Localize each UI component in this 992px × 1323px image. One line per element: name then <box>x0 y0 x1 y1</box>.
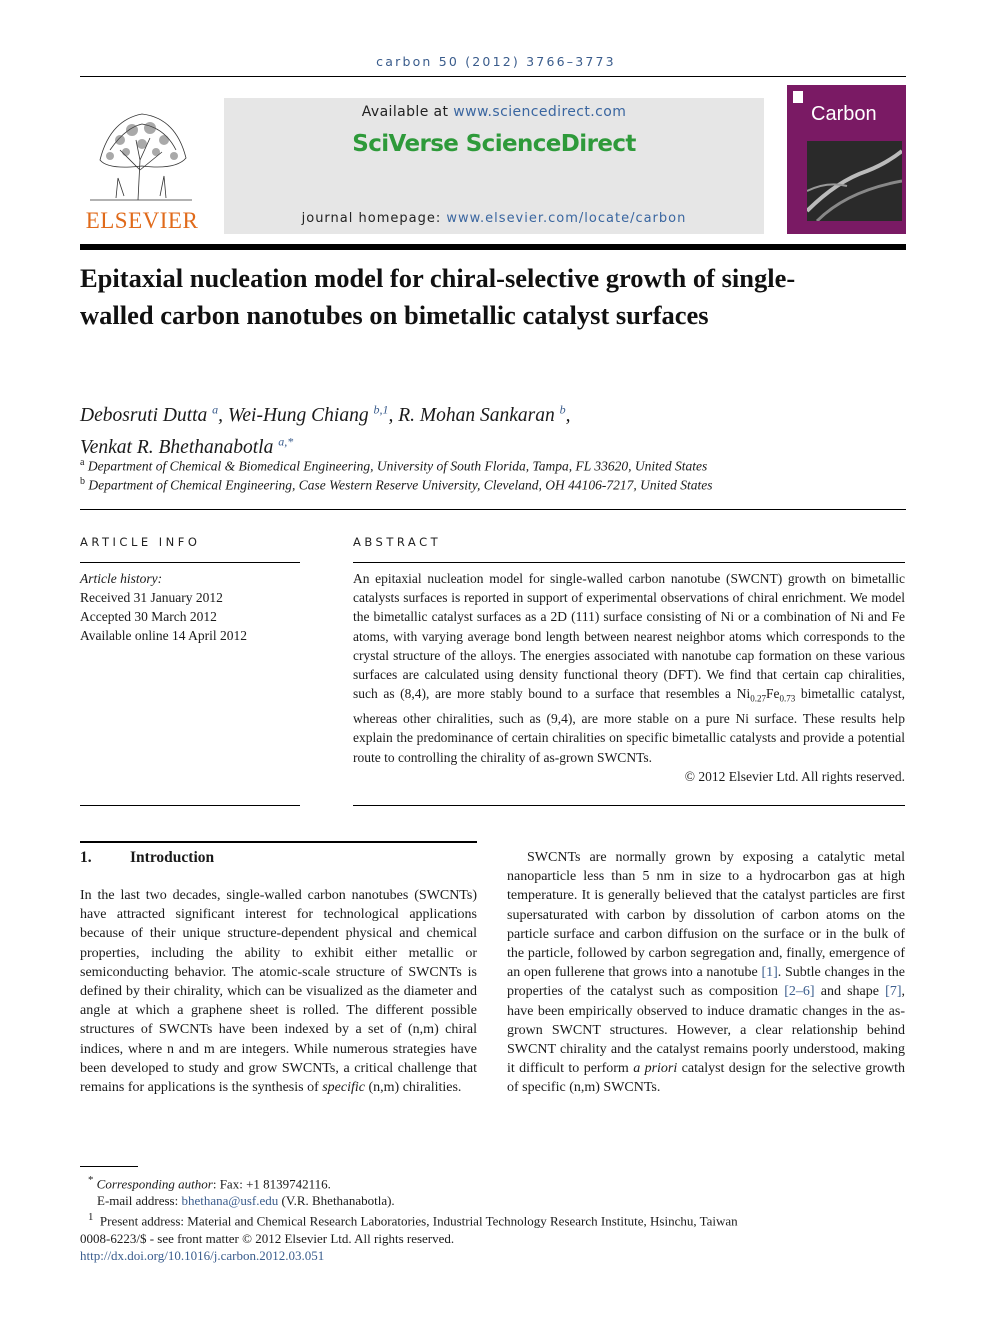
journal-homepage-link[interactable]: www.elsevier.com/locate/carbon <box>446 211 687 226</box>
intro-text: (n,m) chiralities. <box>365 1080 462 1096</box>
cover-title: Carbon <box>811 103 877 125</box>
affiliation-rule <box>80 509 906 510</box>
abstract-text <box>353 569 905 786</box>
elsevier-wordmark: ELSEVIER <box>85 208 199 233</box>
abstract-copyright: © 2012 Elsevier Ltd. All rights reserved. <box>684 768 905 784</box>
author-name: Wei-Hung Chiang <box>227 404 369 426</box>
article-title: Epitaxial nucleation model for chiral-selective growth of single-walled carbon nanotubes on bimetallic catalyst surfaces <box>80 263 796 330</box>
section-title: Introduction <box>130 849 215 866</box>
corr-label: Corresponding author <box>96 1176 213 1192</box>
homepage-prefix: journal homepage: <box>301 211 447 226</box>
author[interactable] <box>80 402 228 426</box>
corr-text: : Fax: +1 8139742116. <box>212 1176 331 1192</box>
history-label: Article history: <box>80 571 163 586</box>
corresponding-author-note <box>80 1172 910 1192</box>
received-date: Received 31 January 2012 <box>80 590 223 605</box>
sciverse-logo[interactable]: SciVerse ScienceDirect <box>352 131 636 157</box>
sciencedirect-link[interactable]: www.sciencedirect.com <box>453 104 627 120</box>
abstract-body-1: An epitaxial nucleation model for single-walled carbon nanotube (SWCNT) growth on bimetallic catalysts surfaces is reported in support of experimental observations of chiral enrichment. We model the bimetallic catalyst surfaces as a 2D (111) surface consisting of Ni or a combination of Ni and Fe atoms, with varying average bond length between nearest neighbor atoms which corresponds to the crystal structure of the alloys. The energies associated with nanotube cap formation on these various surfaces are calculated using density functional theory (DFT). We find that certain cap chiralities, such as (8,4), are more stably bound to a surface that resembles a Ni <box>353 571 905 702</box>
article-info-heading: ARTICLE INFO <box>80 535 201 549</box>
online-date: Available online 14 April 2012 <box>80 628 247 643</box>
author[interactable] <box>227 402 399 426</box>
cover-badge <box>793 91 803 103</box>
doi-link[interactable]: http://dx.doi.org/10.1016/j.carbon.2012.03.051 <box>80 1247 325 1263</box>
author[interactable] <box>80 434 294 458</box>
ni-subscript: 0.27 <box>750 693 766 704</box>
abstract-bottom-rule <box>353 805 905 806</box>
footnote-mark: 1 <box>88 1211 94 1224</box>
author-marks[interactable]: a <box>212 402 219 416</box>
journal-homepage <box>224 211 764 226</box>
footnote-rule <box>80 1166 138 1167</box>
fe-subscript: 0.73 <box>779 693 796 704</box>
citation-link[interactable]: [7] <box>885 984 902 1000</box>
header-rule-thick <box>80 244 906 250</box>
author-name: Venkat R. Bhethanabotla <box>80 437 274 458</box>
fe-symbol: Fe <box>765 686 780 702</box>
abstract-body-2: bimetallic catalyst, whereas other chiralities, such as (9,4), are more stable on a pure Ni surface. These results help explain the predominance of certain chiralities on specific bimetallic catalysts and provide a potential route to controlling the chirality of as-grown SWCNTs. <box>353 686 905 765</box>
top-rule <box>80 76 906 77</box>
intro-text: , have been empirically observed to induce dramatic changes in the as-grown SWCNT structures. However, a clear relationship behind SWCNT chirality and the catalyst remains poorly understood, making it difficult to perform <box>507 984 905 1077</box>
email-label: E-mail address: <box>97 1193 182 1209</box>
author-separator: , <box>565 404 571 426</box>
affiliation <box>80 476 713 494</box>
intro-right-column <box>507 848 905 1098</box>
intro-text: . Subtle changes in the properties of the catalyst such as composition <box>507 965 905 1000</box>
affiliation-label: a <box>80 457 85 468</box>
author-separator: , <box>218 404 228 426</box>
affiliation <box>80 457 707 475</box>
author-list <box>80 396 900 461</box>
present-address-note <box>80 1209 910 1229</box>
email-owner: (V.R. Bhethanabotla). <box>278 1193 395 1209</box>
affiliation-text: Department of Chemical & Biomedical Engineering, University of South Florida, Tampa, FL 33620, United States <box>87 458 708 474</box>
journal-cover[interactable] <box>787 85 906 234</box>
emphasis: a priori <box>633 1061 678 1077</box>
affiliation-text: Department of Chemical Engineering, Case Western Reserve University, Cleveland, OH 44106-7217, United States <box>88 477 713 493</box>
intro-text: In the last two decades, single-walled carbon nanotubes (SWCNTs) have attracted significant interest for technological applications because of their unique structure-dependent physical and chemical properties, including the ability to exhibit either metallic or semiconducting behavior. The atomic-scale structure of SWCNTs is defined by their chirality, which can be visualized as the diameter and angle at which a graphene sheet is rolled. The different possible structures of SWCNTs have been indexed by a set of (n,m) chiral indices, where n and m are integers. While numerous strategies have been developed to study and grow SWCNTs, a critical challenge that remains for applications is the synthesis of <box>80 888 477 1096</box>
present-address: Present address: Material and Chemical Research Laboratories, Industrial Technology Research Institute, Hsinchu, Taiwan <box>99 1213 738 1229</box>
email-link[interactable]: bhethana@usf.edu <box>181 1193 279 1209</box>
intro-left-column <box>80 886 477 1097</box>
section-heading <box>80 849 214 867</box>
article-info-bottom-rule <box>80 805 300 806</box>
available-prefix: Available at <box>361 104 454 120</box>
author[interactable] <box>398 402 571 426</box>
section-number: 1. <box>80 849 92 866</box>
affiliation-label: b <box>80 476 85 487</box>
abstract-heading: ABSTRACT <box>353 535 442 549</box>
intro-text: and shape <box>814 984 886 1000</box>
author-name: Debosruti Dutta <box>80 404 208 426</box>
author-name: R. Mohan Sankaran <box>398 404 555 426</box>
emphasis: specific <box>322 1080 365 1096</box>
email-note <box>80 1192 910 1209</box>
running-head: carbon 50 (2012) 3766–3773 <box>376 54 616 69</box>
cover-image <box>807 141 902 221</box>
accepted-date: Accepted 30 March 2012 <box>80 609 217 624</box>
issn-line: 0008-6223/$ - see front matter © 2012 Elsevier Ltd. All rights reserved. <box>80 1230 455 1246</box>
elsevier-logo[interactable] <box>80 100 204 236</box>
article-info-rule <box>80 562 300 563</box>
footnotes <box>80 1172 910 1264</box>
available-at <box>224 104 764 120</box>
footnote-mark: * <box>88 1174 94 1186</box>
intro-text: catalyst design for the selective growth of specific (n,m) SWCNTs. <box>507 1061 905 1096</box>
citation-link[interactable]: [1] <box>761 965 778 981</box>
article-history <box>80 569 300 645</box>
author-separator: , <box>388 404 399 426</box>
intro-rule <box>80 841 477 843</box>
author-marks[interactable]: b,1 <box>373 402 389 416</box>
citation-link[interactable]: [2–6] <box>784 984 815 1000</box>
author-marks[interactable]: a,* <box>278 434 294 449</box>
author-marks[interactable]: b <box>559 402 566 416</box>
abstract-rule <box>353 562 905 563</box>
intro-text: SWCNTs are normally grown by exposing a catalytic metal nanoparticle less than 5 nm in size to a hydrocarbon gas at high temperature. It is generally believed that the catalyst particles are first supersaturated with carbon by dissolution of carbon atoms on the particle surface and carbon diffusion on the surface or in the bulk of the particle, followed by carbon segregation and, finally, emergence of an open fullerene that grows into a nanotube <box>507 850 905 981</box>
